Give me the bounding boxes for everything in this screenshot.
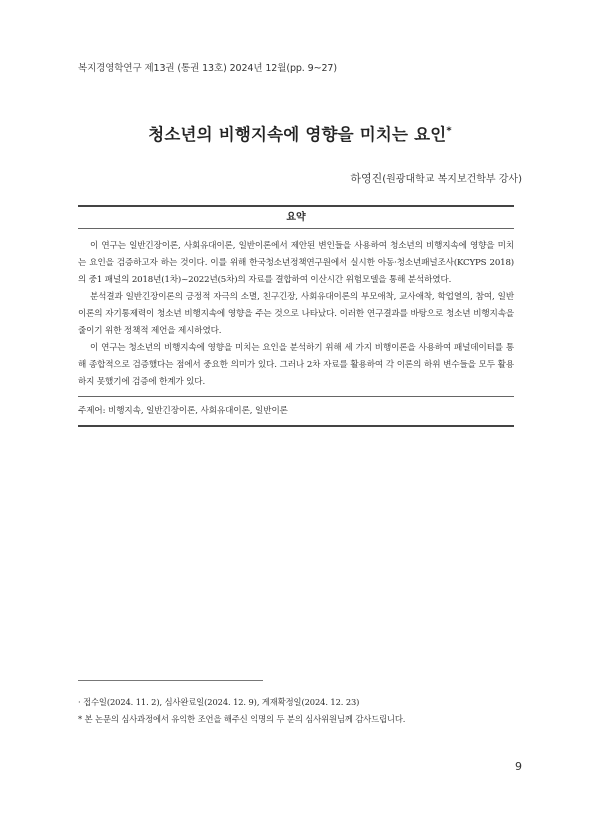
author-affiliation: (원광대학교 복지보건학부 강사) bbox=[382, 174, 522, 185]
abstract-paragraph: 분석결과 일반긴장이론의 긍정적 자극의 소멸, 친구긴장, 사회유대이론의 부모애착, 교사애착, 학업열의, 참여, 일반이론의 자기통제력이 청소년 비행지속에 영향을 주는 것으로 나타났다. 이러한 연구결과를 바탕으로 청소년 비행지속을 줄이기 위한 정책적 제언을 제시하였다. bbox=[78, 292, 514, 336]
keywords: 주제어: 비행지속, 일반긴장이론, 사회유대이론, 일반이론 bbox=[78, 406, 288, 416]
page-number: 9 bbox=[515, 760, 522, 773]
footnotes bbox=[78, 680, 514, 728]
abstract-box bbox=[78, 205, 514, 427]
footnote-acknowledgement: * 본 논문의 심사과정에서 유익한 조언을 해주신 익명의 두 분의 심사위원님께 감사드립니다. bbox=[78, 714, 406, 724]
author-line bbox=[350, 170, 522, 186]
paper-title bbox=[0, 121, 600, 145]
abstract-paragraph: 이 연구는 청소년의 비행지속에 영향을 미치는 요인을 분석하기 위해 세 가지 비행이론을 사용하여 패널데이터를 통해 종합적으로 검증했다는 점에서 중요한 의미가 있다. 그러나 2차 자료를 활용하여 각 이론의 하위 변수들을 모두 활용하지 못했기에 검증에 한계가 있다. bbox=[78, 343, 514, 387]
footnote-rule bbox=[78, 680, 263, 681]
journal-header: 복지경영학연구 제13권 (통권 13호) 2024년 12월(pp. 9~27) bbox=[78, 63, 337, 74]
abstract-heading: 요약 bbox=[286, 212, 306, 223]
author-name: 하영진 bbox=[350, 172, 383, 185]
title-footnote-mark: * bbox=[446, 125, 452, 137]
footnote-dates: · 접수일(2024. 11. 2), 심사완료일(2024. 12. 9), 게재확정일(2024. 12. 23) bbox=[78, 697, 360, 707]
abstract-body bbox=[78, 229, 514, 396]
abstract-paragraph: 이 연구는 일반긴장이론, 사회유대이론, 일반이론에서 제안된 변인들을 사용하여 청소년의 비행지속에 영향을 미치는 요인을 검증하고자 하는 것이다. 이를 위해 한국청소년정책연구원에서 실시한 아동·청소년패널조사(KCYPS 2018)의 중1 패널의 2018년(1차)~2022년(5차)의 자료를 결합하여 이산시간 위험모델을 통해 분석하였다. bbox=[78, 241, 514, 285]
title-text: 청소년의 비행지속에 영향을 미치는 요인 bbox=[148, 125, 447, 144]
abstract-bottom-rule bbox=[78, 425, 514, 427]
